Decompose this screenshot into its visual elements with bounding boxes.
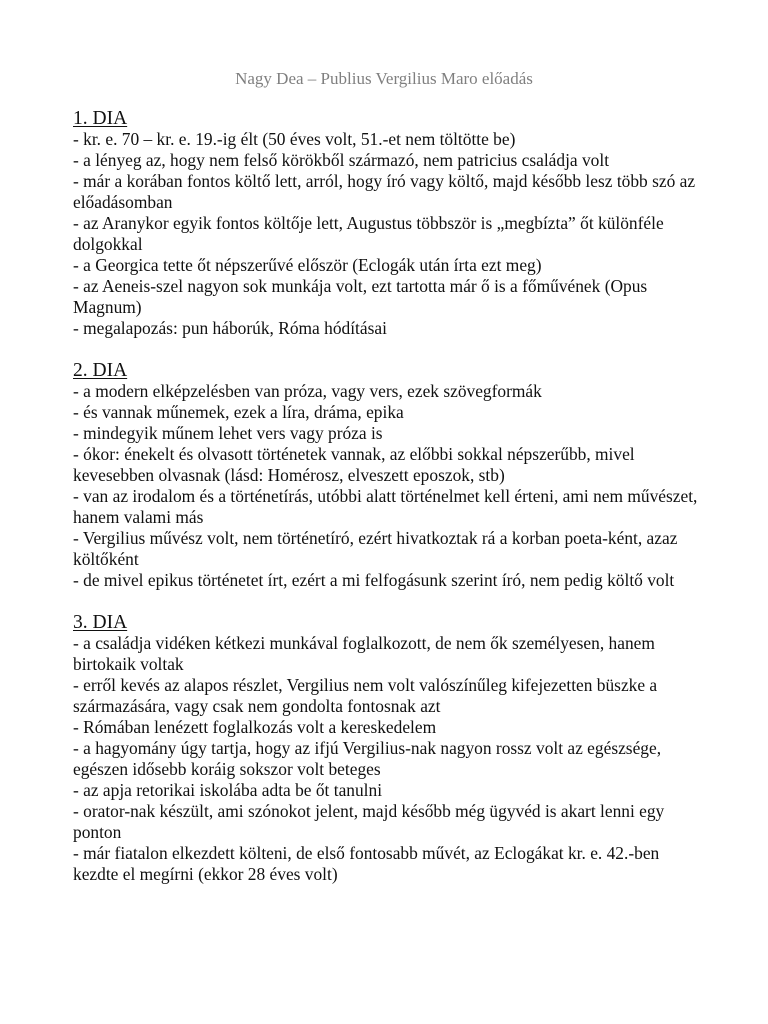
bullet-line: - már fiatalon elkezdett költeni, de első fontosabb művét, az Eclogákat kr. e. 42.-ben kezdte el megírni (ekkor 28 éves volt)	[73, 843, 660, 884]
bullet-line: - van az irodalom és a történetírás, utóbbi alatt történelmet kell érteni, ami nem művészet, hanem valami más	[73, 486, 698, 527]
section-heading: 2. DIA	[73, 360, 128, 381]
bullet-line: - erről kevés az alapos részlet, Vergilius nem volt valószínűleg kifejezetten büszke a származására, vagy csak nem gondolta fontosnak azt	[73, 675, 658, 716]
bullet-line: - az Aranykor egyik fontos költője lett, Augustus többször is „megbízta” őt különféle dolgokkal	[73, 213, 664, 254]
section-heading: 1. DIA	[73, 108, 128, 129]
section-1-dia	[73, 108, 698, 339]
bullet-line: - de mivel epikus történetet írt, ezért a mi felfogásunk szerint író, nem pedig költő volt	[73, 570, 675, 590]
section-2-dia	[73, 360, 698, 591]
bullet-line: - a Georgica tette őt népszerűvé először (Eclogák után írta ezt meg)	[73, 255, 542, 275]
bullet-line: - az apja retorikai iskolába adta be őt tanulni	[73, 780, 383, 800]
bullet-line: - az Aeneis-szel nagyon sok munkája volt, ezt tartotta már ő is a főművének (Opus Magnum)	[73, 276, 648, 317]
bullet-line: - a lényeg az, hogy nem felső körökből származó, nem patricius családja volt	[73, 150, 610, 170]
bullet-line: - a családja vidéken kétkezi munkával foglalkozott, de nem ők személyesen, hanem birtokaik voltak	[73, 633, 655, 674]
bullet-line: - Rómában lenézett foglalkozás volt a kereskedelem	[73, 717, 437, 737]
bullet-line: - a modern elképzelésben van próza, vagy vers, ezek szövegformák	[73, 381, 542, 401]
section-heading: 3. DIA	[73, 612, 128, 633]
bullet-line: - kr. e. 70 – kr. e. 19.-ig élt (50 éves volt, 51.-et nem töltötte be)	[73, 129, 516, 149]
document-body	[73, 108, 698, 885]
bullet-line: - Vergilius művész volt, nem történetíró, ezért hivatkoztak rá a korban poeta-ként, azaz költőként	[73, 528, 678, 569]
bullet-line: - ókor: énekelt és olvasott történetek vannak, az előbbi sokkal népszerűbb, mivel kevesebben olvasnak (lásd: Homérosz, elveszett eposzok, stb)	[73, 444, 635, 485]
bullet-line: - a hagyomány úgy tartja, hogy az ifjú Vergilius-nak nagyon rossz volt az egészsége, egészen idősebb koráig sokszor volt beteges	[73, 738, 662, 779]
document-title: Nagy Dea – Publius Vergilius Maro előadás	[235, 69, 533, 88]
bullet-line: - és vannak műnemek, ezek a líra, dráma, epika	[73, 402, 404, 422]
bullet-line: - már a korában fontos költő lett, arról, hogy író vagy költő, majd később lesz több szó az előadásomban	[73, 171, 696, 212]
bullet-line: - mindegyik műnem lehet vers vagy próza is	[73, 423, 383, 443]
bullet-line: - orator-nak készült, ami szónokot jelent, majd később még ügyvéd is akart lenni egy ponton	[73, 801, 665, 842]
section-3-dia	[73, 612, 698, 885]
bullet-line: - megalapozás: pun háborúk, Róma hódításai	[73, 318, 387, 338]
